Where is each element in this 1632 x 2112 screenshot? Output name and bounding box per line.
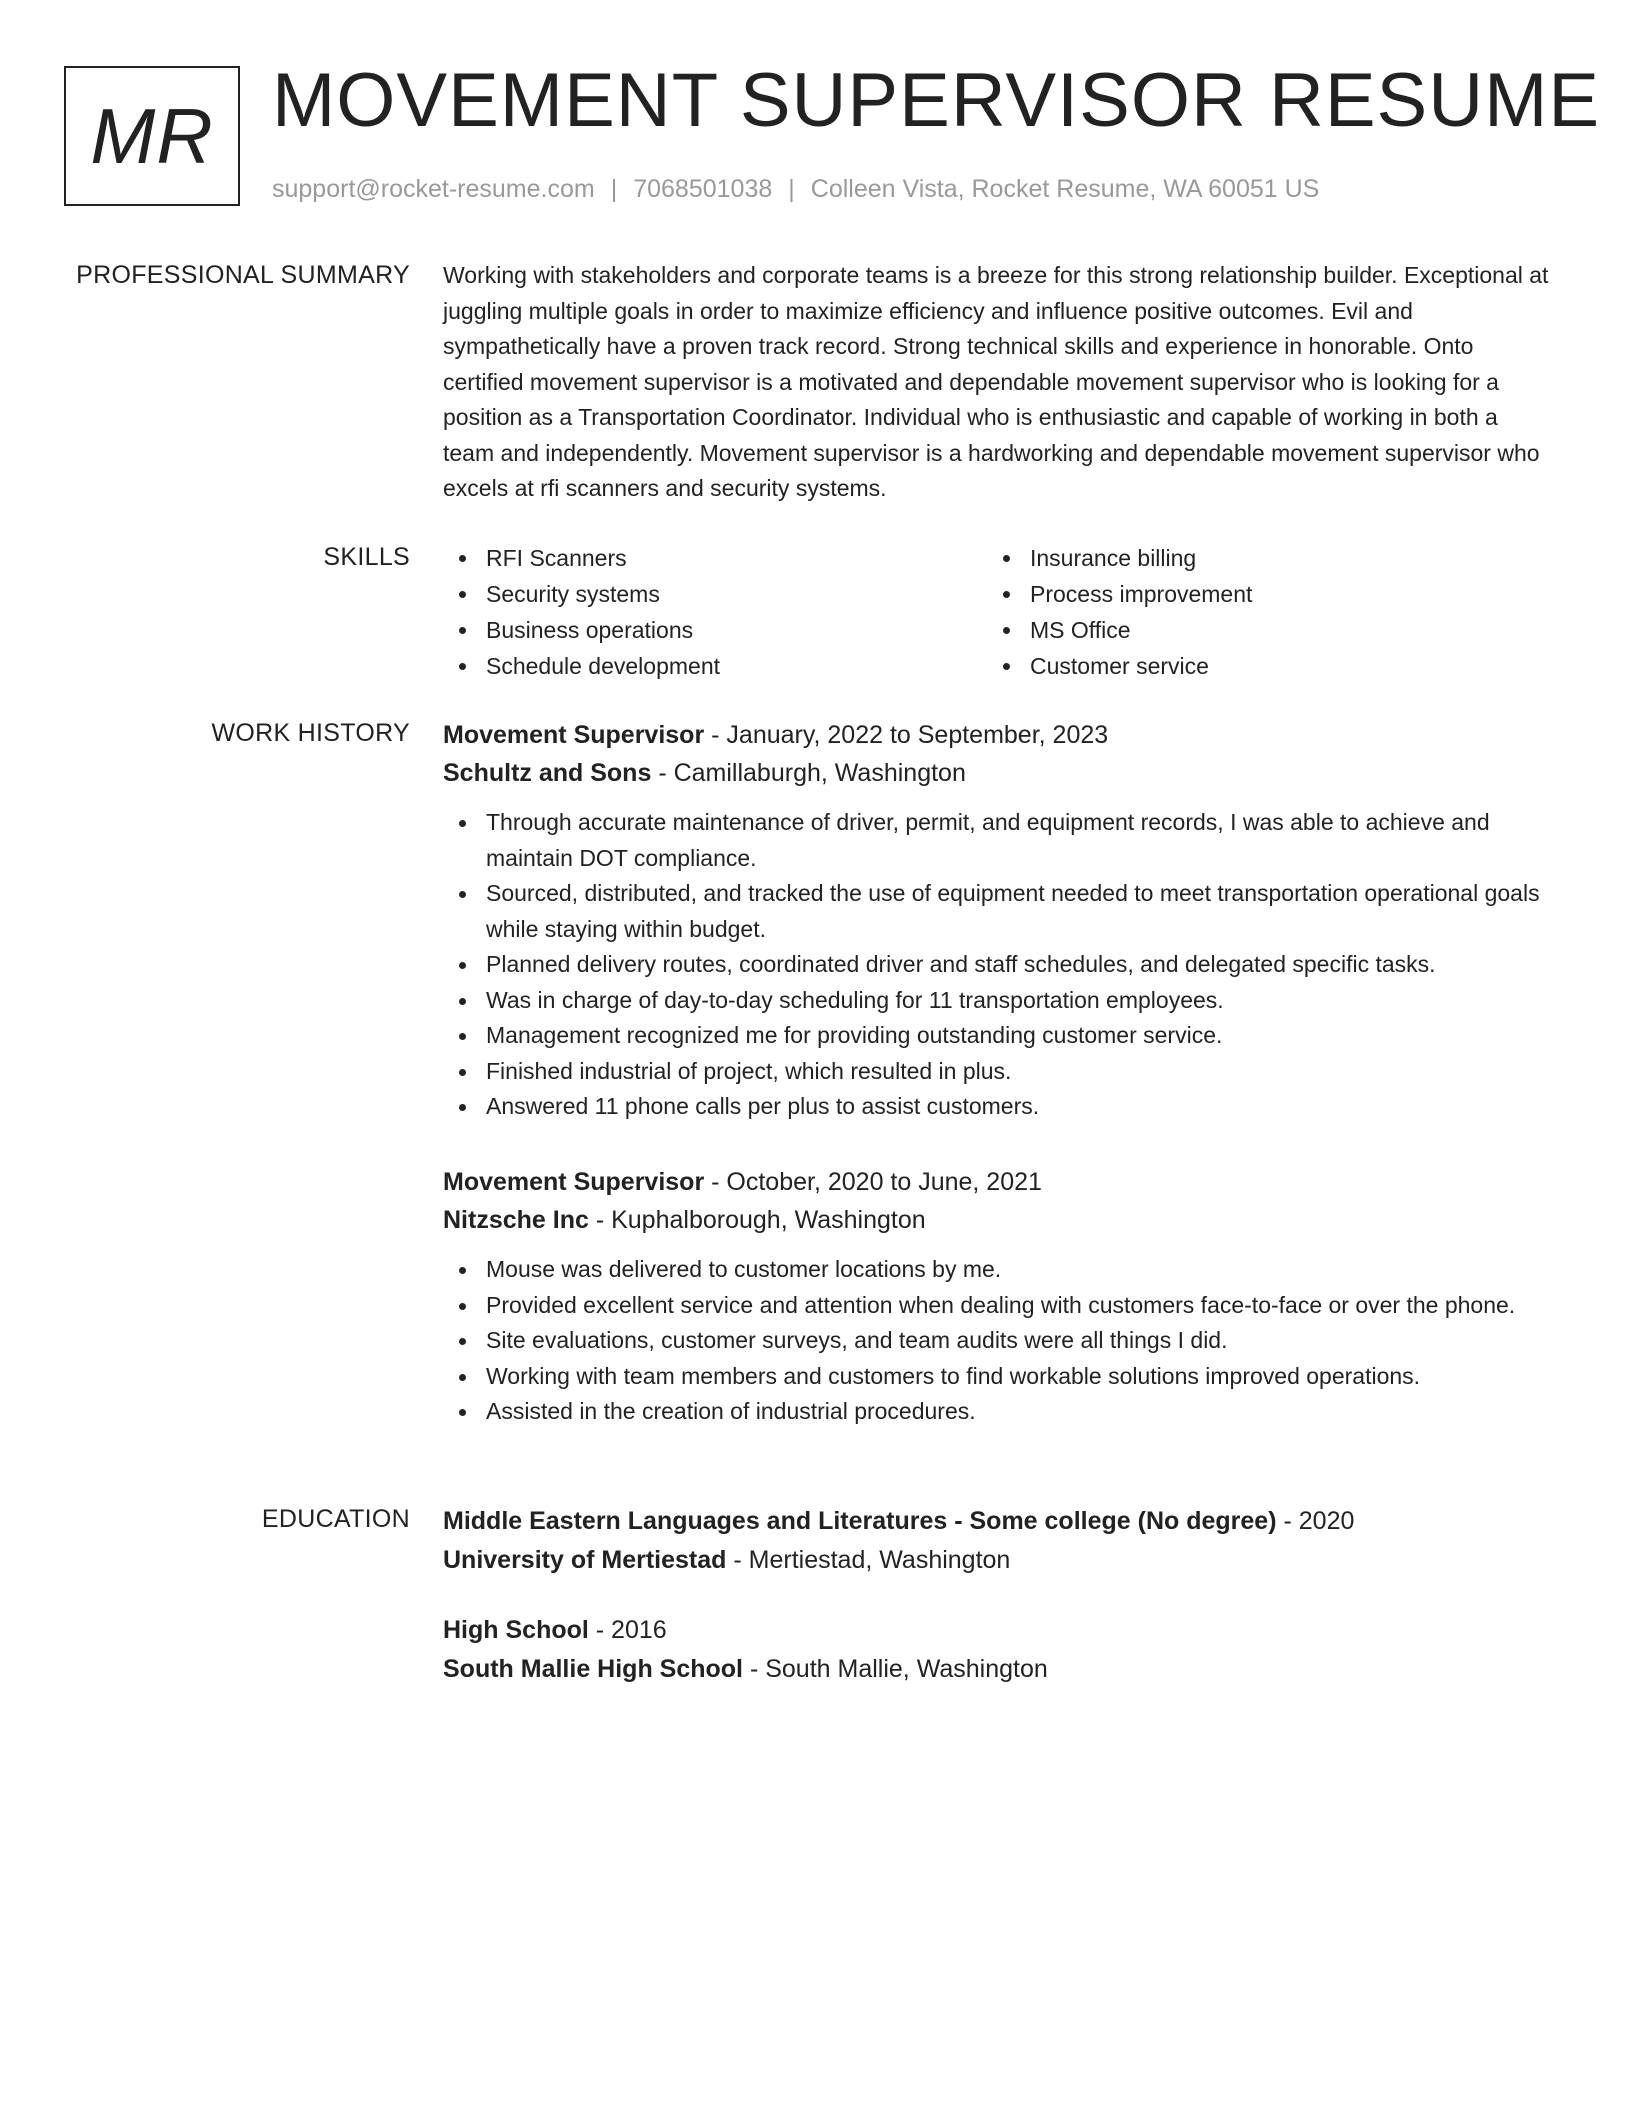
education-entry (443, 1502, 1553, 1580)
education-year: - 2016 (595, 1616, 667, 1644)
job-entry (443, 1163, 1553, 1430)
education-year: - 2020 (1283, 1507, 1355, 1535)
skills-body (443, 540, 1553, 684)
job-bullet: Mouse was delivered to customer locations by me. (443, 1252, 1553, 1288)
education-location: - Mertiestad, Washington (733, 1546, 1011, 1574)
job-bullet: Management recognized me for providing outstanding customer service. (443, 1018, 1553, 1054)
skill-item: RFI Scanners (443, 540, 987, 576)
summary-text: Working with stakeholders and corporate teams is a breeze for this strong relationship builder. Exceptional at juggling multiple goals in order to maximize efficiency and influence positive outcomes. Evil and sympathetically have a proven track record. Strong technical skills and experience in honorable. Onto certified movement supervisor is a motivated and dependable movement supervisor who is looking for a position as a Transportation Coordinator. Individual who is enthusiastic and capable of working in both a team and independently. Movement supervisor is a hardworking and dependable movement supervisor who excels at rfi scanners and security systems. (443, 262, 1549, 501)
job-bullet: Through accurate maintenance of driver, permit, and equipment records, I was able to achieve and maintain DOT compliance. (443, 805, 1553, 876)
job-bullet: Sourced, distributed, and tracked the use of equipment needed to meet transportation operational goals while staying within budget. (443, 876, 1553, 947)
job-entry (443, 716, 1553, 1125)
job-bullet: Finished industrial of project, which resulted in plus. (443, 1054, 1553, 1090)
summary-body (443, 258, 1553, 507)
job-bullets (443, 1252, 1553, 1430)
skills-grid (443, 540, 1553, 684)
job-title: Movement Supervisor (443, 1168, 705, 1196)
education-degree: High School (443, 1616, 589, 1644)
job-location: - Camillaburgh, Washington (658, 759, 966, 787)
education-school: University of Mertiestad (443, 1546, 727, 1574)
education-degree-line (443, 1611, 1553, 1650)
skill-item: Customer service (987, 648, 1531, 684)
contact-separator: | (610, 175, 618, 203)
job-bullets (443, 805, 1553, 1125)
skill-item: Schedule development (443, 648, 987, 684)
job-title-line (443, 1163, 1553, 1201)
education-entry (443, 1611, 1553, 1689)
education-location: - South Mallie, Washington (749, 1655, 1048, 1683)
skill-item: Insurance billing (987, 540, 1531, 576)
education-school-line (443, 1650, 1553, 1689)
job-bullet: Planned delivery routes, coordinated driver and staff schedules, and delegated specific tasks. (443, 947, 1553, 983)
work-history-heading: WORK HISTORY (211, 719, 410, 747)
job-bullet: Provided excellent service and attention when dealing with customers face-to-face or over the phone. (443, 1288, 1553, 1324)
job-location: - Kuphalborough, Washington (595, 1206, 926, 1234)
contact-phone: 7068501038 (633, 175, 773, 203)
job-company-line (443, 1201, 1553, 1239)
contact-email: support@rocket-resume.com (272, 175, 595, 203)
job-bullet: Assisted in the creation of industrial procedures. (443, 1394, 1553, 1430)
education-heading: EDUCATION (261, 1505, 410, 1533)
job-bullet: Answered 11 phone calls per plus to assist customers. (443, 1089, 1553, 1125)
contact-separator: | (788, 175, 795, 203)
education-school: South Mallie High School (443, 1655, 743, 1683)
skill-item: Process improvement (987, 576, 1531, 612)
job-company-line (443, 754, 1553, 792)
skills-column-left (443, 540, 987, 684)
skill-item: Business operations (443, 612, 987, 648)
skill-item: Security systems (443, 576, 987, 612)
skills-heading: SKILLS (323, 543, 410, 571)
education-school-line (443, 1541, 1553, 1580)
job-company: Nitzsche Inc (443, 1206, 589, 1234)
job-company: Schultz and Sons (443, 759, 652, 787)
job-bullet: Was in charge of day-to-day scheduling for 11 transportation employees. (443, 983, 1553, 1019)
job-bullet: Working with team members and customers to find workable solutions improved operations. (443, 1359, 1553, 1395)
education-degree-line (443, 1502, 1553, 1541)
education-degree: Middle Eastern Languages and Literatures - Some college (No degree) (443, 1507, 1277, 1535)
skills-column-right (987, 540, 1531, 684)
job-title: Movement Supervisor (443, 721, 705, 749)
contact-line (272, 172, 1319, 206)
monogram-box (64, 66, 240, 206)
monogram-initials: MR (90, 91, 214, 180)
skill-item: MS Office (987, 612, 1531, 648)
job-bullet: Site evaluations, customer surveys, and team audits were all things I did. (443, 1323, 1553, 1359)
job-dates: - January, 2022 to September, 2023 (711, 721, 1109, 749)
job-dates: - October, 2020 to June, 2021 (711, 1168, 1042, 1196)
contact-address: Colleen Vista, Rocket Resume, WA 60051 US (810, 175, 1320, 203)
summary-heading: PROFESSIONAL SUMMARY (76, 261, 410, 289)
resume-title: MOVEMENT SUPERVISOR RESUME (272, 58, 1601, 143)
job-title-line (443, 716, 1553, 754)
